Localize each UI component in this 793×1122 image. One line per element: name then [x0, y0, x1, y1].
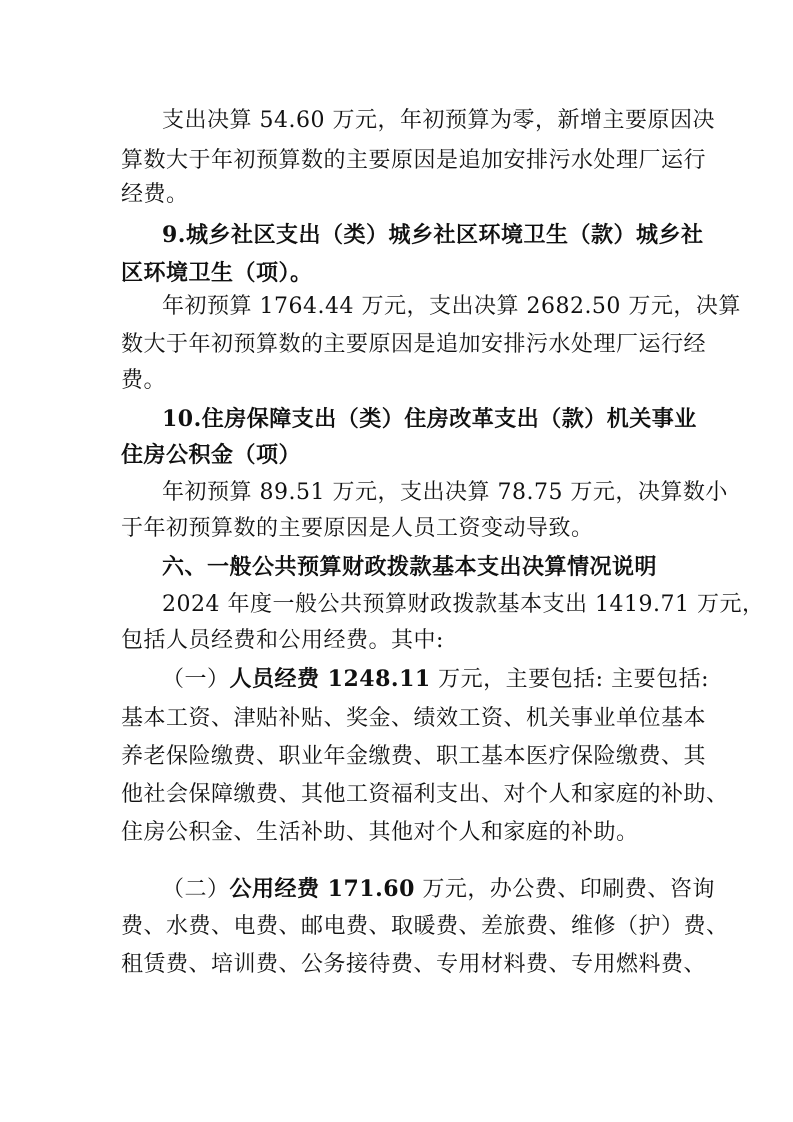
line-text: 费。: [121, 368, 167, 393]
text-line: [0, 780, 793, 810]
text-line: [0, 818, 793, 848]
line-text: 养老保险缴费、职业年金缴费、职工基本医疗保险缴费、其: [121, 744, 707, 769]
heading-text: 10.住房保障支出（类）住房改革支出（款）机关事业: [162, 406, 697, 432]
text-line: [0, 626, 793, 656]
line-text: 算数大于年初预算数的主要原因是追加安排污水处理厂运行: [121, 148, 707, 173]
text-line: [0, 146, 793, 176]
line-text: 包括人员经费和公用经费。其中:: [121, 628, 444, 653]
line-text: 住房公积金、生活补助、其他对个人和家庭的补助。: [121, 820, 639, 845]
text-line: [0, 950, 793, 980]
section-heading: [0, 404, 793, 434]
line-text: 支出决算 54.60 万元，年初预算为零，新增主要原因决: [162, 108, 715, 133]
line-text: 基本工资、津贴补贴、奖金、绩效工资、机关事业单位基本: [121, 706, 707, 731]
section-heading: [0, 220, 793, 250]
text-line: [0, 742, 793, 772]
heading-text: 六、一般公共预算财政拨款基本支出决算情况说明: [162, 554, 658, 580]
text-line: [0, 514, 793, 544]
text-line: [0, 106, 793, 136]
line-text: 费、水费、电费、邮电费、取暖费、差旅费、维修（护）费、: [121, 914, 729, 939]
text-line: [0, 874, 793, 905]
text-line: [0, 292, 793, 322]
section-heading: [0, 552, 793, 582]
line-text: 年初预算 89.51 万元，支出决算 78.75 万元，决算数小: [162, 480, 728, 505]
text-line: [0, 704, 793, 734]
line-text: 他社会保障缴费、其他工资福利支出、对个人和家庭的补助、: [121, 782, 729, 807]
section-heading: [0, 440, 793, 470]
text-line: [0, 180, 793, 210]
text-line: [0, 912, 793, 942]
line-text: （一）: [162, 667, 230, 692]
bold-amount: 公用经费 171.60: [229, 876, 415, 902]
line-text: 2024 年度一般公共预算财政拨款基本支出 1419.71 万元，: [162, 592, 765, 617]
heading-text: 住房公积金（项）: [121, 442, 302, 468]
line-text: 租赁费、培训费、公务接待费、专用材料费、专用燃料费、: [121, 952, 707, 977]
line-text: （二）: [162, 877, 230, 902]
heading-text: 9.城乡社区支出（类）城乡社区环境卫生（款）城乡社: [162, 222, 704, 248]
line-text: 于年初预算数的主要原因是人员工资变动导致。: [121, 516, 594, 541]
text-line: [0, 478, 793, 508]
line-text: 年初预算 1764.44 万元，支出决算 2682.50 万元，决算: [162, 294, 741, 319]
text-line: [0, 590, 793, 620]
text-line: [0, 330, 793, 360]
section-heading: [0, 258, 793, 288]
line-text: 万元，主要包括: 主要包括:: [430, 667, 709, 692]
text-line: [0, 366, 793, 396]
bold-amount: 人员经费 1248.11: [229, 666, 431, 692]
line-text: 数大于年初预算数的主要原因是追加安排污水处理厂运行经: [121, 332, 707, 357]
text-line: [0, 664, 793, 695]
line-text: 万元，办公费、印刷费、咨询: [414, 877, 715, 902]
heading-text: 区环境卫生（项）。: [121, 260, 313, 286]
line-text: 经费。: [121, 182, 189, 207]
